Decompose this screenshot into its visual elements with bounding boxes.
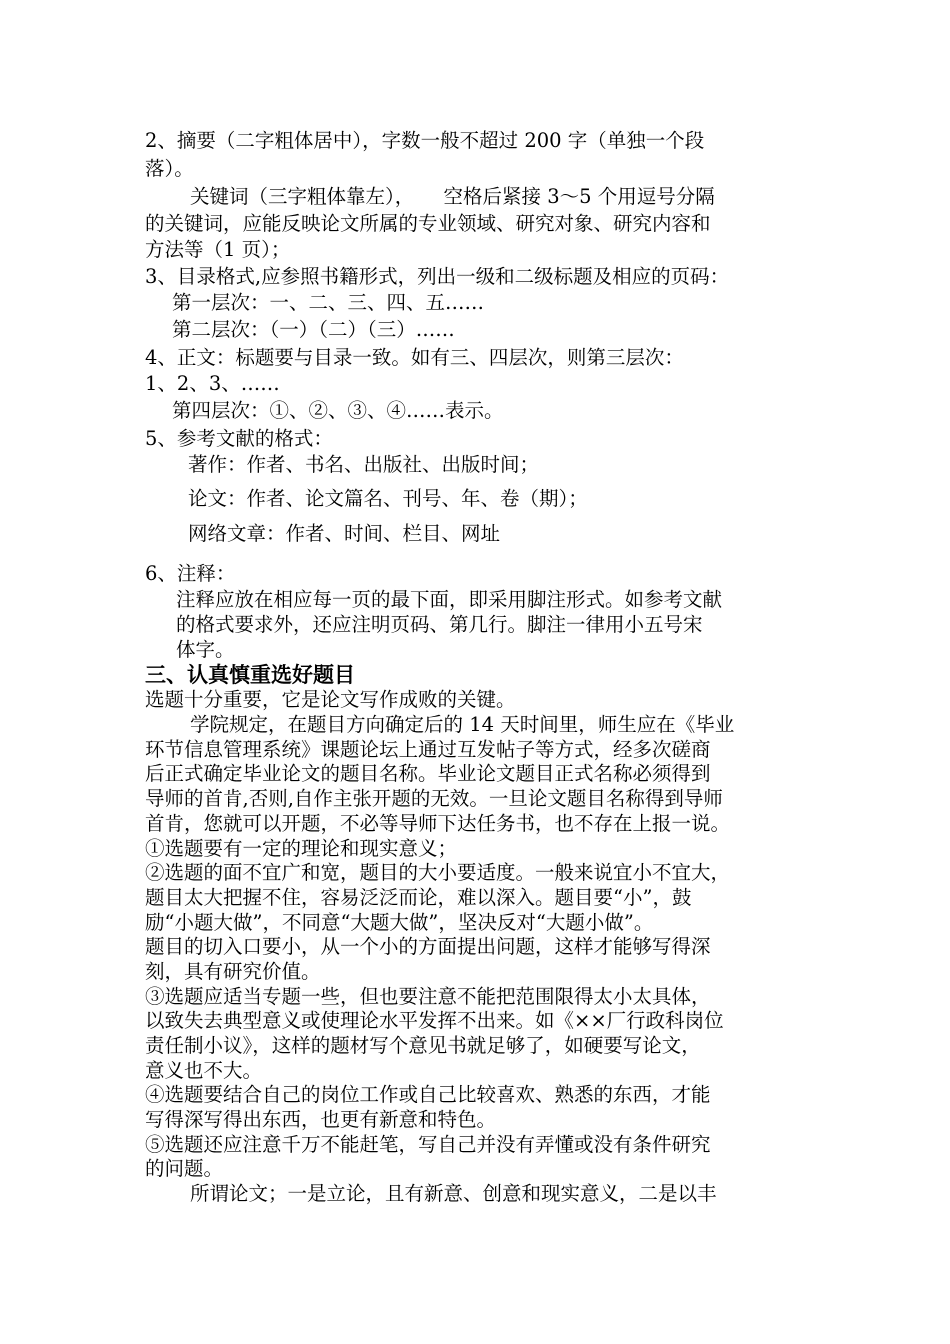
text-line: 的格式要求外，还应注明页码、第几行。脚注一律用小五号宋	[176, 613, 703, 636]
text-line: 环节信息管理系统》课题论坛上通过互发帖子等方式，经多次磋商	[145, 738, 711, 761]
text-line: 写得深写得出东西，也更有新意和特色。	[145, 1108, 497, 1131]
text-line: 第一层次：一、二、三、四、五……	[172, 291, 485, 314]
text-line: 方法等（1 页）；	[145, 238, 291, 261]
text-line: ②选题的面不宜广和宽，题目的大小要适度。一般来说宜小不宜大，	[145, 861, 731, 884]
text-line: 励“小题大做”，不同意“大题大做”，坚决反对“大题小做”。	[145, 911, 654, 934]
text-line: 著作：作者、书名、出版社、出版时间；	[188, 453, 540, 476]
text-line: 关键词（三字粗体靠左）， 空格后紧接 3～5 个用逗号分隔	[190, 185, 715, 208]
text-line: 3、目录格式,应参照书籍形式，列出一级和二级标题及相应的页码：	[145, 265, 730, 288]
text-line: 首肯，您就可以开题，不必等导师下达任务书，也不存在上报一说。	[145, 812, 731, 835]
text-line: ⑤选题还应注意千万不能赶笔，写自己并没有弄懂或没有条件研究	[145, 1133, 711, 1156]
text-line: 的问题。	[145, 1157, 224, 1180]
text-line: 第四层次：①、②、③、④……表示。	[172, 399, 504, 422]
text-line: 题目的切入口要小，从一个小的方面提出问题，这样才能够写得深	[145, 935, 711, 958]
text-line: 2、摘要（二字粗体居中），字数一般不超过 200 字（单独一个段	[145, 129, 705, 152]
text-line: 学院规定，在题目方向确定后的 14 天时间里，师生应在《毕业	[190, 713, 735, 736]
text-line: 后正式确定毕业论文的题目名称。毕业论文题目正式名称必须得到	[145, 762, 711, 785]
text-line: 注释应放在相应每一页的最下面，即采用脚注形式。如参考文献	[176, 588, 723, 611]
text-line: 论文：作者、论文篇名、刊号、年、卷（期）；	[188, 487, 588, 510]
text-line: ④选题要结合自己的岗位工作或自己比较喜欢、熟悉的东西，才能	[145, 1083, 711, 1106]
section-heading: 三、认真慎重选好题目	[145, 663, 355, 687]
text-line: 1、2、3、……	[145, 372, 280, 395]
text-line: 导师的首肯,否则,自作主张开题的无效。一旦论文题目名称得到导师	[145, 787, 723, 810]
text-line: 5、参考文献的格式：	[145, 427, 333, 450]
text-line: 责任制小议》，这样的题材写个意见书就足够了，如硬要写论文，	[145, 1034, 701, 1057]
text-line: 第二层次：（一）（二）（三）……	[172, 318, 455, 341]
text-line: 意义也不大。	[145, 1059, 263, 1082]
text-line: 网络文章：作者、时间、栏目、网址	[188, 522, 501, 545]
text-line: 题目太大把握不住，容易泛泛而论，难以深入。题目要“小”，鼓	[145, 886, 692, 909]
text-line: 刻，具有研究价值。	[145, 960, 321, 983]
text-line: 以致失去典型意义或使理论水平发挥不出来。如《××厂行政科岗位	[145, 1009, 724, 1032]
text-line: 选题十分重要，它是论文写作成败的关键。	[145, 688, 516, 711]
text-line: 4、正文：标题要与目录一致。如有三、四层次，则第三层次：	[145, 346, 684, 369]
text-line: 的关键词，应能反映论文所属的专业领域、研究对象、研究内容和	[145, 212, 711, 235]
text-line: ①选题要有一定的理论和现实意义；	[145, 837, 458, 860]
text-line: 落）。	[145, 157, 194, 180]
text-line: ③选题应适当专题一些，但也要注意不能把范围限得太小太具体，	[145, 985, 711, 1008]
text-line: 体字。	[176, 638, 235, 661]
text-line: 所谓论文；一是立论，且有新意、创意和现实意义，二是以丰	[190, 1182, 717, 1205]
text-line: 6、注释：	[145, 562, 236, 585]
